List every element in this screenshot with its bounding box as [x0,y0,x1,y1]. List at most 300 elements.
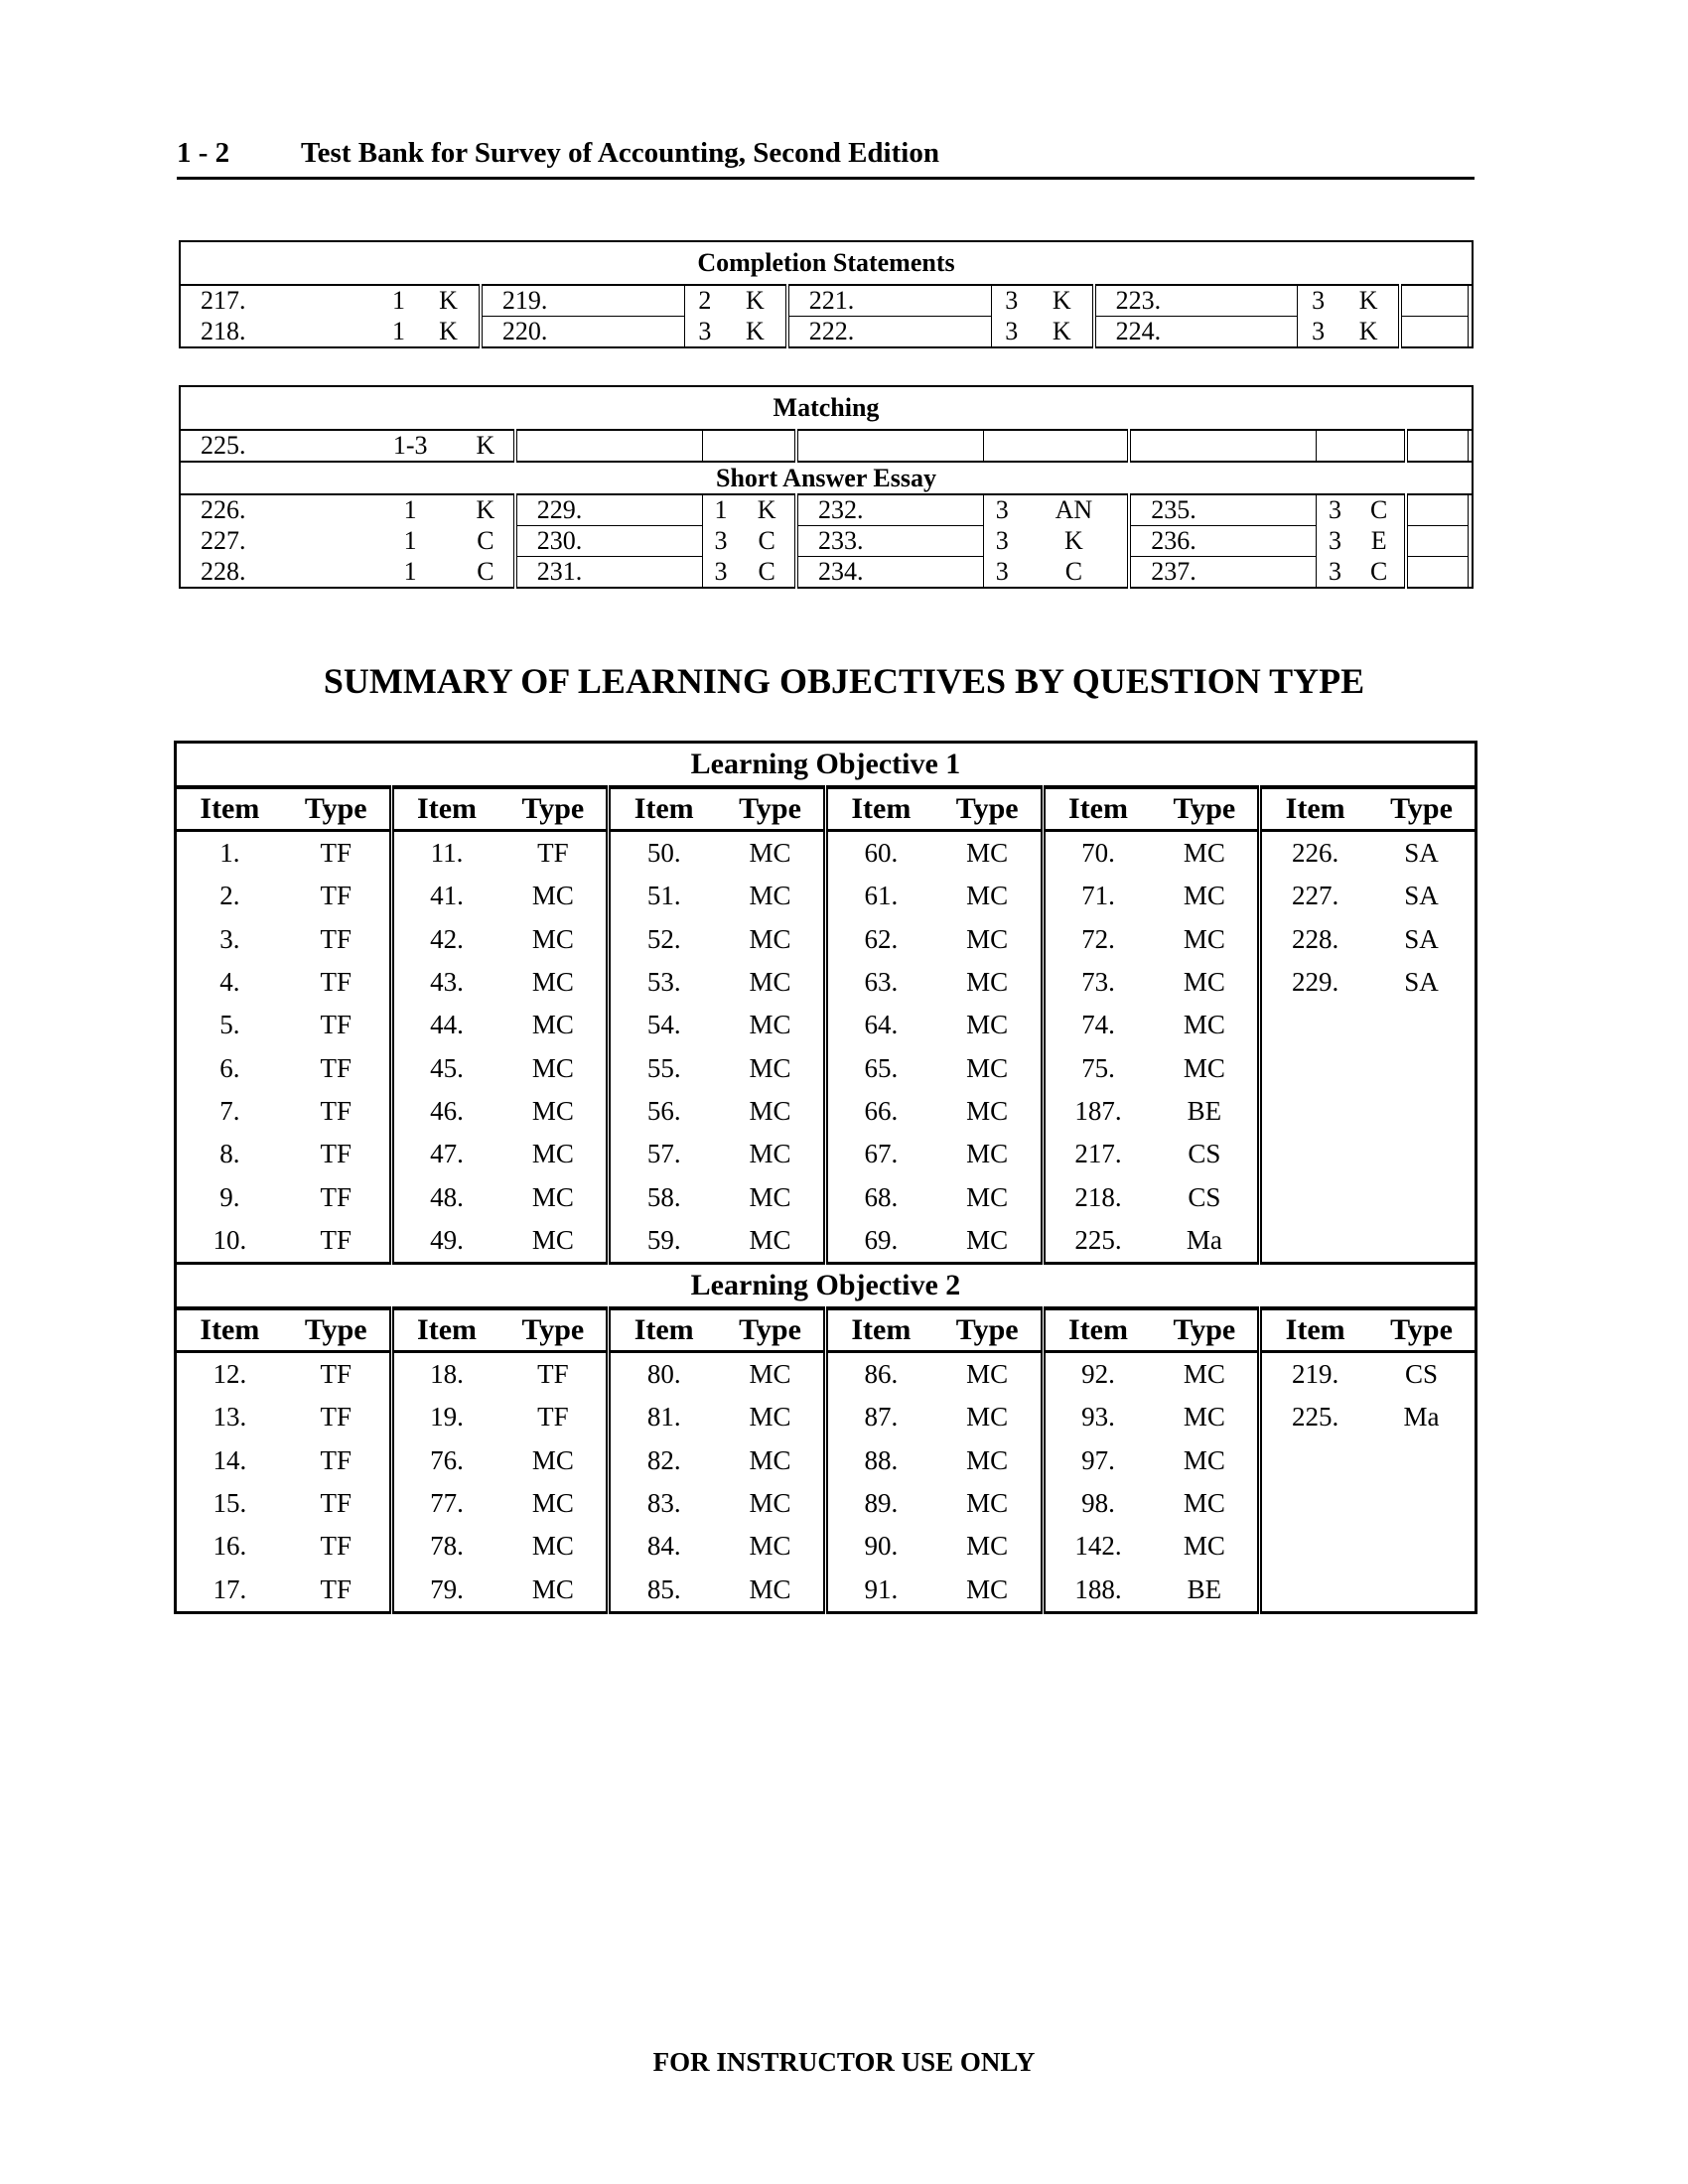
question-number [515,430,702,462]
question-type: TF [320,838,352,869]
column-header-row [176,787,1477,831]
learning-objective: 1 [379,317,418,348]
section-heading: Matching [180,386,1473,430]
item-number: 87. [825,1396,933,1438]
question-type: TF [320,923,352,954]
item-number: 57. [609,1133,717,1175]
type-column-header: Type [1151,1308,1259,1352]
item-number [1260,1133,1368,1175]
question-number: 224. [1094,317,1298,348]
item-number: 63. [825,961,933,1004]
table-row [176,1351,1477,1396]
item-number: 93. [1043,1396,1151,1438]
question-type: TF [320,1359,352,1390]
item-number: 90. [825,1525,933,1568]
learning-objective: 3 [1317,557,1353,589]
item-number: 76. [391,1439,499,1482]
item-number [1260,1175,1368,1218]
item-number: 18. [391,1351,499,1396]
learning-objective: 1 [403,495,417,525]
item-number: 7. [219,1095,240,1126]
learning-objective: 3 [995,526,1009,555]
learning-objective: 3 [1328,495,1341,525]
question-type: CS [1188,1181,1221,1212]
question-type: MC [1183,1444,1225,1475]
question-type: MC [717,1219,825,1264]
question-type: Ma [1151,1219,1259,1264]
question-type: MC [1183,881,1225,911]
question-type: MC [749,967,791,998]
question-type [1368,1090,1476,1133]
question-type: MC [966,1139,1009,1169]
item-column-header: Item [609,787,717,831]
item-column-header: Item [1043,1308,1151,1352]
item-number: 64. [825,1004,933,1046]
question-type [1368,1482,1476,1525]
learning-objective: 3 [1298,317,1338,348]
item-number: 3. [219,923,240,954]
table-row [176,1396,1477,1438]
item-number: 41. [391,875,499,917]
section-heading-row [180,462,1473,494]
question-type: MC [966,1181,1009,1212]
item-number: 77. [391,1482,499,1525]
question-number: 228. [180,557,362,589]
question-type: MC [1183,967,1225,998]
type-column-header: Type [934,787,1043,831]
item-number: 46. [391,1090,499,1133]
question-number: 218. [180,317,379,348]
book-title: Test Bank for Survey of Accounting, Second Edition [301,137,939,169]
item-number: 218. [1043,1175,1151,1218]
item-number: 227. [1260,875,1368,917]
item-number: 8. [219,1139,240,1169]
question-type [1368,1175,1476,1218]
question-type [1368,1568,1476,1612]
item-column-header: Item [609,1308,717,1352]
question-number: 223. [1094,285,1298,317]
question-type: BE [1187,1095,1222,1126]
difficulty [1021,430,1130,462]
table-row [180,430,1473,462]
question-type: MC [749,923,791,954]
completion-statements-table [179,240,1474,348]
type-column-header: Type [717,787,825,831]
item-number: 55. [609,1046,717,1089]
item-number: 15. [212,1488,247,1518]
question-type: TF [537,1402,569,1433]
difficulty: C [477,526,494,555]
learning-objective: 3 [714,526,728,555]
difficulty: K [1358,286,1378,316]
item-number: 85. [609,1568,717,1612]
type-column-header: Type [283,1308,391,1352]
question-type: TF [320,967,352,998]
item-column-header: Item [176,1308,283,1352]
question-type: MC [966,1444,1009,1475]
item-number: 60. [825,831,933,876]
item-number: 58. [609,1175,717,1218]
question-type: TF [320,1010,352,1040]
type-column-header: Type [499,1308,608,1352]
item-number: 51. [609,875,717,917]
table-row [176,1439,1477,1482]
question-number [796,430,983,462]
question-type: TF [283,1219,391,1264]
question-type: MC [966,923,1009,954]
question-number: 236. [1129,526,1316,557]
item-number: 74. [1043,1004,1151,1046]
item-number: 79. [391,1568,499,1612]
item-number: 44. [391,1004,499,1046]
page-number: 1 - 2 [177,137,230,169]
item-number: 2. [219,881,240,911]
item-number: 42. [391,918,499,961]
item-number: 43. [391,961,499,1004]
type-column-header: Type [717,1308,825,1352]
item-column-header: Item [391,1308,499,1352]
learning-objective: 3 [684,317,725,348]
summary-title: SUMMARY OF LEARNING OBJECTIVES BY QUESTION TYPE [323,661,1365,701]
question-type: MC [531,1488,574,1518]
question-type: TF [537,1359,569,1390]
question-type: MC [966,1359,1009,1390]
question-type: MC [1183,1488,1225,1518]
item-number: 61. [825,875,933,917]
question-type: MC [749,881,791,911]
question-type: MC [531,1181,574,1212]
question-type: MC [531,967,574,998]
question-type: MC [749,1010,791,1040]
question-type: MC [499,1219,608,1264]
item-number: 229. [1260,961,1368,1004]
section-heading: Completion Statements [180,241,1473,285]
table-row [176,1482,1477,1525]
question-type: MC [749,838,791,869]
item-number: 59. [609,1219,717,1264]
item-number: 228. [1260,918,1368,961]
question-type: SA [1404,838,1439,869]
question-type: MC [1183,1402,1225,1433]
difficulty: AN [1055,495,1093,525]
question-number: 234. [796,557,983,589]
question-type [1368,1004,1476,1046]
question-number: 235. [1129,494,1316,526]
difficulty: K [1052,286,1071,316]
item-number: 54. [609,1004,717,1046]
table-row [180,557,1473,589]
difficulty: K [1032,317,1094,348]
question-number: 219. [481,285,684,317]
item-number: 49. [391,1219,499,1264]
type-column-header: Type [283,787,391,831]
question-type: MC [749,1359,791,1390]
question-type: MC [749,1531,791,1562]
question-type: TF [320,1052,352,1083]
learning-objectives-table [174,741,1477,1614]
table-row [176,961,1477,1004]
learning-objective: 1 [391,286,405,316]
question-type: MC [1183,1010,1225,1040]
question-type: BE [1151,1568,1259,1612]
question-type: TF [320,1095,352,1126]
question-number: 227. [180,526,362,557]
question-number: 221. [787,285,991,317]
difficulty: C [739,557,796,589]
question-type: TF [320,1402,352,1433]
question-type: MC [966,1010,1009,1040]
question-type: MC [966,1052,1009,1083]
difficulty: K [439,286,458,316]
question-number: 220. [481,317,684,348]
question-type: MC [531,1095,574,1126]
item-number: 1. [219,838,240,869]
item-number: 80. [609,1351,717,1396]
item-number [1260,1439,1368,1482]
item-number: 72. [1043,918,1151,961]
item-number: 81. [609,1396,717,1438]
item-number: 13. [212,1402,247,1433]
item-number: 225. [1260,1396,1368,1438]
question-number: 231. [515,557,702,589]
question-number [1400,317,1468,348]
difficulty: C [758,526,775,555]
type-column-header: Type [934,1308,1043,1352]
item-number [1260,1219,1368,1264]
item-number: 65. [825,1046,933,1089]
item-number: 187. [1043,1090,1151,1133]
item-number: 91. [825,1568,933,1612]
table-row [180,285,1473,317]
type-column-header: Type [499,787,608,831]
difficulty: K [1064,526,1083,555]
item-number: 19. [391,1396,499,1438]
item-number: 188. [1043,1568,1151,1612]
item-column-header: Item [176,787,283,831]
item-number: 67. [825,1133,933,1175]
item-number: 84. [609,1525,717,1568]
question-type: MC [966,838,1009,869]
table-row [176,1090,1477,1133]
question-type: MC [749,1488,791,1518]
item-number: 14. [212,1444,247,1475]
type-column-header: Type [1151,787,1259,831]
item-number: 225. [1043,1219,1151,1264]
question-type: MC [531,1010,574,1040]
question-type: MC [531,1444,574,1475]
question-number: 232. [796,494,983,526]
question-type: MC [749,1139,791,1169]
column-header-row [176,1308,1477,1352]
question-type: MC [934,1568,1043,1612]
question-type: MC [749,1402,791,1433]
item-number: 88. [825,1439,933,1482]
item-number: 71. [1043,875,1151,917]
question-type: MC [966,881,1009,911]
difficulty: K [757,495,776,525]
item-number: 16. [212,1531,247,1562]
question-number: 229. [515,494,702,526]
table-row [176,918,1477,961]
section-heading: Short Answer Essay [180,462,1473,494]
difficulty: K [476,495,495,525]
item-number: 4. [219,967,240,998]
question-type [1368,1525,1476,1568]
difficulty: C [1353,557,1407,589]
question-type: MC [1183,1531,1225,1562]
table-row [176,1568,1477,1612]
item-column-header: Item [1260,787,1368,831]
question-type: MC [966,1488,1009,1518]
item-number: 6. [219,1052,240,1083]
question-type: MC [1183,923,1225,954]
question-type [1368,1046,1476,1089]
table-row [180,526,1473,557]
question-type: MC [531,1531,574,1562]
question-number [1406,494,1468,526]
item-number [1260,1525,1368,1568]
difficulty [1470,557,1473,589]
item-number: 75. [1043,1046,1151,1089]
question-type: CS [1188,1139,1221,1169]
item-number: 52. [609,918,717,961]
question-type: MC [966,1095,1009,1126]
item-number: 69. [825,1219,933,1264]
learning-objective: 2 [698,286,712,316]
difficulty: C [1021,557,1130,589]
learning-objective: 3 [1312,286,1326,316]
difficulty: C [1370,495,1388,525]
item-number: 68. [825,1175,933,1218]
question-number: 217. [180,285,379,317]
item-number: 89. [825,1482,933,1525]
item-number: 226. [1260,831,1368,876]
question-number: 233. [796,526,983,557]
question-type: SA [1404,967,1439,998]
item-number: 17. [176,1568,283,1612]
difficulty: E [1370,526,1387,555]
question-type: SA [1404,923,1439,954]
item-number: 78. [391,1525,499,1568]
question-number [1129,430,1316,462]
learning-objective [702,430,739,462]
question-type: MC [966,967,1009,998]
question-type: MC [531,923,574,954]
table-row [180,317,1473,348]
objective-heading-row [176,1263,1477,1308]
item-number [1260,1004,1368,1046]
difficulty: K [745,286,765,316]
question-type: MC [1183,1359,1225,1390]
learning-objective: 1 [403,526,417,555]
question-number: 230. [515,526,702,557]
footer-note: FOR INSTRUCTOR USE ONLY [652,2047,1036,2077]
table-row [180,494,1473,526]
learning-objective [983,430,1020,462]
item-number: 219. [1260,1351,1368,1396]
question-type: TF [320,1531,352,1562]
difficulty: C [458,557,515,589]
matching-and-short-answer-table [179,385,1474,589]
difficulty: K [725,317,787,348]
difficulty [1470,526,1473,557]
item-number: 5. [219,1010,240,1040]
item-column-header: Item [1260,1308,1368,1352]
difficulty [1470,317,1473,348]
table-row [176,831,1477,876]
item-number [1260,1482,1368,1525]
item-number: 86. [825,1351,933,1396]
table-row [176,1219,1477,1264]
running-header [177,135,1475,180]
item-number [1260,1090,1368,1133]
learning-objective: 3 [1328,526,1341,555]
objective-heading: Learning Objective 2 [176,1263,1477,1308]
difficulty [1470,285,1473,317]
table-row [176,1046,1477,1089]
difficulty [1470,494,1473,526]
question-type [1368,1219,1476,1264]
question-type: MC [749,1095,791,1126]
question-type: MC [531,1139,574,1169]
table-row [176,1133,1477,1175]
question-type: Ma [1403,1402,1440,1433]
learning-objective: 3 [1005,286,1019,316]
question-type: MC [966,1531,1009,1562]
question-type: MC [531,881,574,911]
question-type: TF [320,881,352,911]
item-number: 73. [1043,961,1151,1004]
question-number [1406,430,1468,462]
question-type [1368,1439,1476,1482]
question-type: TF [283,1568,391,1612]
question-type: MC [934,1219,1043,1264]
item-number: 83. [609,1482,717,1525]
learning-objective: 1 [714,495,728,525]
item-number: 62. [825,918,933,961]
question-type: TF [320,1139,352,1169]
learning-objective: 3 [702,557,739,589]
item-column-header: Item [391,787,499,831]
item-number: 92. [1043,1351,1151,1396]
item-number: 53. [609,961,717,1004]
item-column-header: Item [825,1308,933,1352]
question-number: 226. [180,494,362,526]
item-number: 82. [609,1439,717,1482]
table-row [176,1525,1477,1568]
item-number [1260,1046,1368,1089]
item-number: 50. [609,831,717,876]
question-type: MC [1183,1052,1225,1083]
difficulty [1353,430,1407,462]
question-type: TF [320,1444,352,1475]
question-type: MC [499,1568,608,1612]
question-type: MC [749,1052,791,1083]
objective-heading: Learning Objective 1 [176,743,1477,788]
item-column-header: Item [1043,787,1151,831]
learning-objective: 3 [991,317,1032,348]
learning-objective: 3 [995,495,1009,525]
question-type: TF [537,838,569,869]
item-number: 56. [609,1090,717,1133]
table-row [176,875,1477,917]
item-number: 10. [176,1219,283,1264]
learning-objective [1317,430,1353,462]
question-number: 222. [787,317,991,348]
type-column-header: Type [1368,787,1476,831]
item-number: 11. [391,831,499,876]
item-number: 70. [1043,831,1151,876]
